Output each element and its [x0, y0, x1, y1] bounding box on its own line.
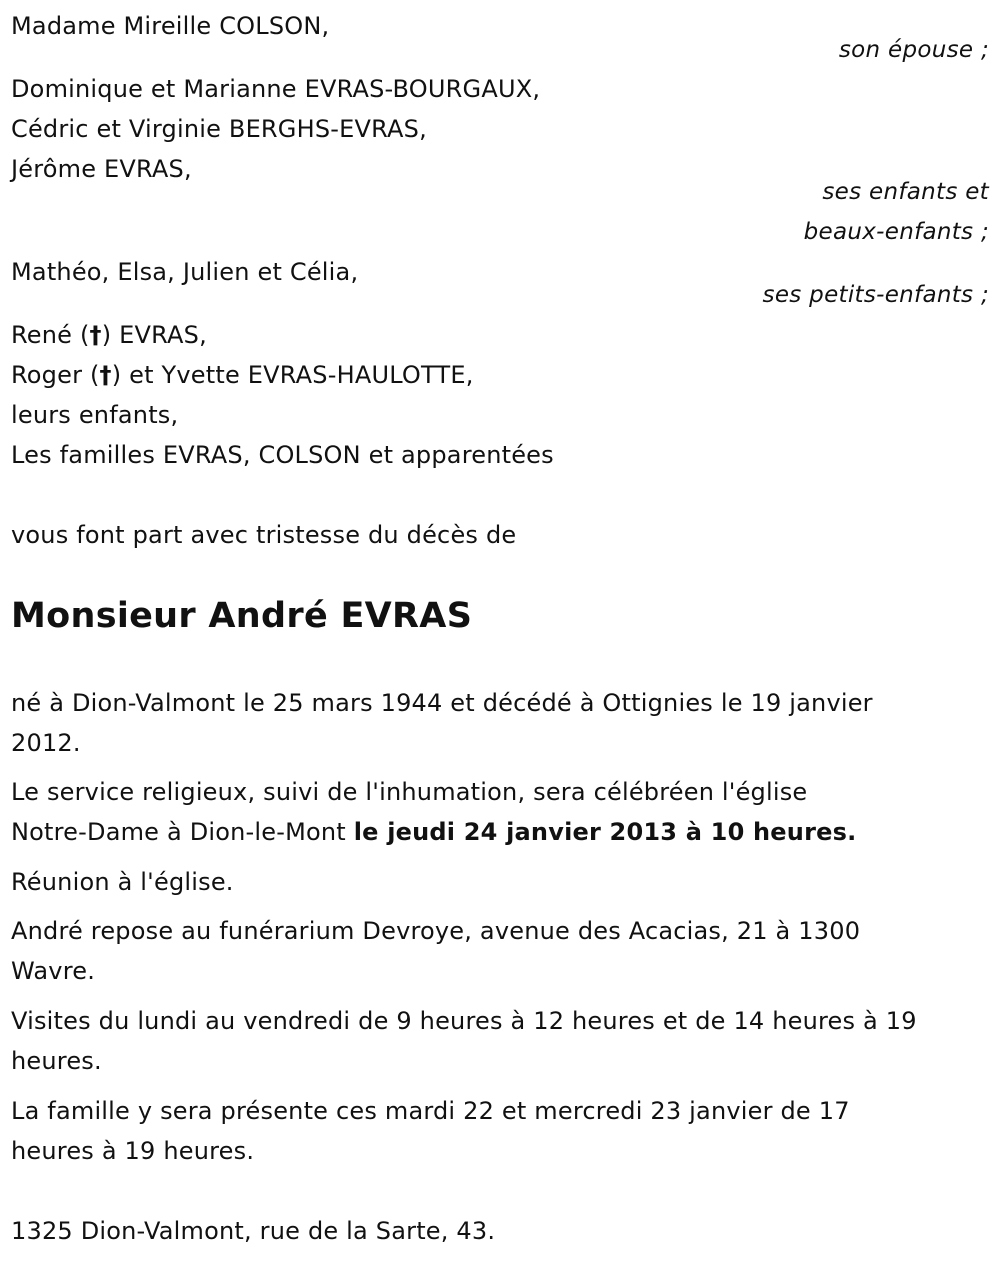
grandchildren-role: ses petits-enfants ;	[762, 282, 989, 308]
sibling-2-last: ) et Yvette EVRAS-HAULOTTE,	[111, 361, 474, 389]
reunion: Réunion à l'église.	[11, 868, 234, 896]
presence-line-2: heures à 19 heures.	[11, 1137, 255, 1165]
sibling-1-first: René (	[11, 321, 90, 349]
spouse-name: Madame Mireille COLSON,	[11, 12, 330, 40]
service-location: Notre-Dame à Dion-le-Mont	[11, 818, 354, 846]
birth-death-line-1: né à Dion-Valmont le 25 mars 1944 et décédé à Ottignies le 19 janvier	[11, 689, 873, 717]
service-date-time: le jeudi 24 janvier 2013 à 10 heures.	[353, 818, 857, 846]
sibling-line-2	[11, 355, 474, 395]
birth-death-line-2: 2012.	[11, 729, 81, 757]
presence-line-1: La famille y sera présente ces mardi 22 et mercredi 23 janvier de 17	[11, 1097, 850, 1125]
sibling-2-first: Roger (	[11, 361, 100, 389]
funeral-home-line-1: André repose au funérarium Devroye, avenue des Acacias, 21 à 1300	[11, 917, 861, 945]
service-line-2	[11, 812, 856, 852]
children-role-line-2: beaux-enfants ;	[803, 219, 989, 245]
funeral-home-line-2: Wavre.	[11, 957, 96, 985]
child-line-2: Cédric et Virginie BERGHS-EVRAS,	[11, 115, 427, 143]
grandchildren: Mathéo, Elsa, Julien et Célia,	[11, 258, 359, 286]
child-line-3: Jérôme EVRAS,	[11, 155, 192, 183]
child-line-1: Dominique et Marianne EVRAS-BOURGAUX,	[11, 75, 541, 103]
families-line: Les familles EVRAS, COLSON et apparentées	[11, 441, 554, 469]
sibling-1-last: ) EVRAS,	[101, 321, 207, 349]
address: 1325 Dion-Valmont, rue de la Sarte, 43.	[11, 1217, 496, 1245]
deceased-name: Monsieur André EVRAS	[11, 596, 473, 636]
visits-line-2: heures.	[11, 1047, 102, 1075]
their-children: leurs enfants,	[11, 401, 179, 429]
visits-line-1: Visites du lundi au vendredi de 9 heures à 12 heures et de 14 heures à 19	[11, 1007, 917, 1035]
announcement-intro: vous font part avec tristesse du décès de	[11, 521, 517, 549]
children-role-line-1: ses enfants et	[822, 179, 989, 205]
cross-icon: †	[99, 361, 112, 389]
service-line-1: Le service religieux, suivi de l'inhumation, sera célébréen l'église	[11, 778, 808, 806]
sibling-line-1	[11, 315, 207, 355]
cross-icon: †	[89, 321, 102, 349]
spouse-role: son épouse ;	[838, 37, 989, 63]
